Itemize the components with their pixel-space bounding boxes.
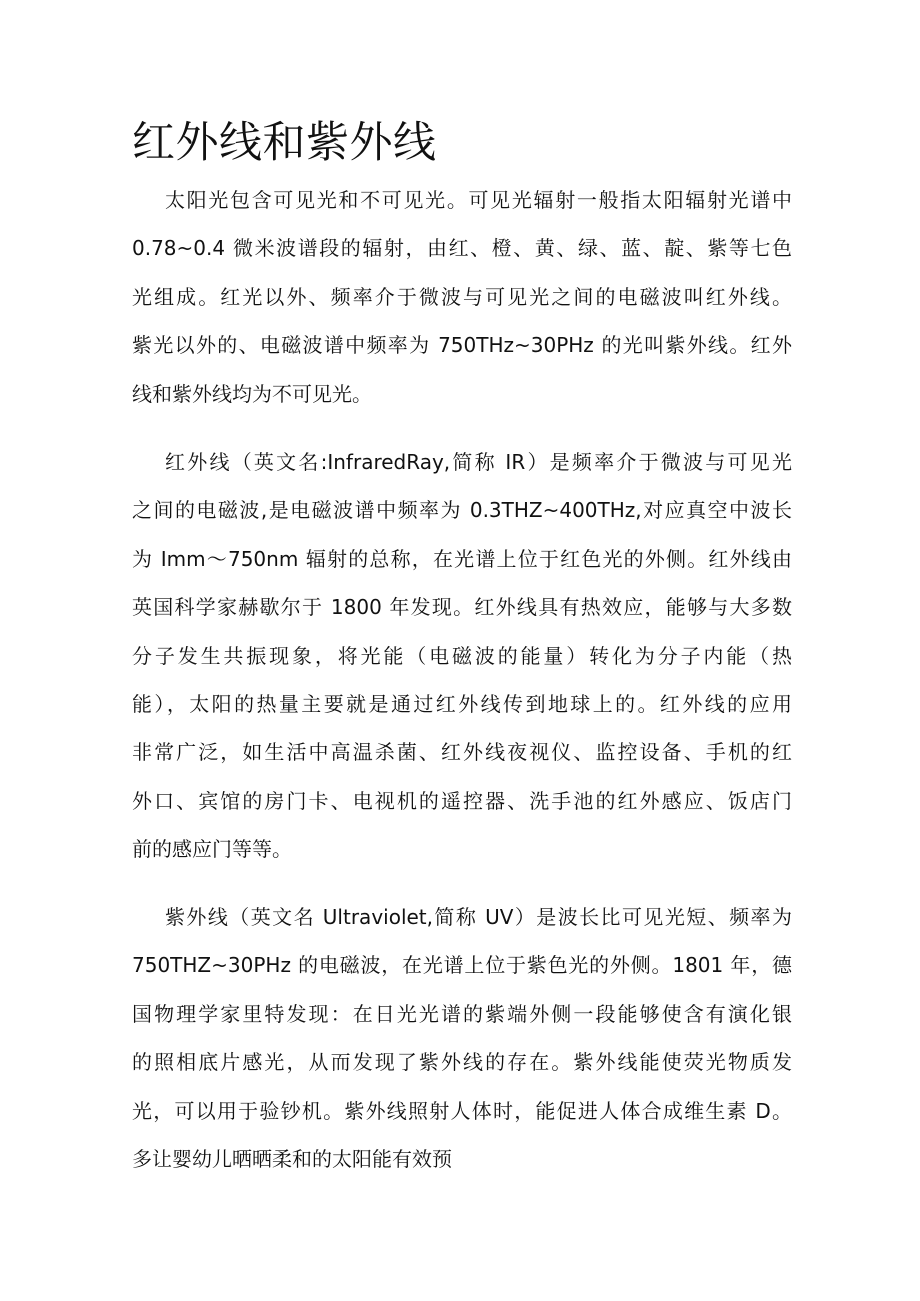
text-line: 紫外线（英文名 Ultraviolet,简称 UV）是波长比可见光短、频率为	[165, 905, 792, 929]
text-line: 750THZ~30PHz 的电磁波，在光谱上位于紫色光的外侧。1801 年，德	[132, 953, 792, 978]
text-line: 国物理学家里特发现：在日光光谱的紫端外侧一段能够使含有演化银	[132, 1001, 792, 1026]
text-line: 外口、宾馆的房门卡、电视机的遥控器、洗手池的红外感应、饭店门	[132, 788, 792, 813]
text-line: 太阳光包含可见光和不可见光。可见光辐射一般指太阳辐射光谱中	[165, 188, 792, 212]
paragraph-ultraviolet	[132, 893, 792, 1183]
text-line: 非常广泛，如生活中高温杀菌、红外线夜视仪、监控设备、手机的红	[132, 740, 792, 765]
text-line: 之间的电磁波,是电磁波谱中频率为 0.3THZ~400THz,对应真空中波长	[132, 498, 792, 523]
text-line: 紫光以外的、电磁波谱中频率为 750THz~30PHz 的光叫紫外线。红外	[132, 333, 792, 358]
page-title: 红外线和紫外线	[132, 118, 437, 168]
text-line: 0.78~0.4 微米波谱段的辐射，由红、橙、黄、绿、蓝、靛、紫等七色	[132, 236, 792, 261]
text-line: 多让婴幼儿晒晒柔和的太阳能有效预	[132, 1146, 452, 1171]
text-line: 的照相底片感光，从而发现了紫外线的存在。紫外线能使荧光物质发	[132, 1050, 792, 1075]
text-line: 前的感应门等等。	[132, 837, 292, 862]
text-line: 为 Imm～750nm 辐射的总称，在光谱上位于红色光的外侧。红外线由	[132, 546, 792, 571]
text-line: 英国科学家赫歇尔于 1800 年发现。红外线具有热效应，能够与大多数	[132, 595, 792, 620]
text-line: 红外线（英文名:InfraredRay,简称 IR）是频率介于微波与可见光	[165, 450, 792, 474]
paragraph-infrared	[132, 438, 792, 874]
text-line: 光组成。红光以外、频率介于微波与可见光之间的电磁波叫红外线。	[132, 284, 792, 309]
text-line: 光，可以用于验钞机。紫外线照射人体时，能促进人体合成维生素 D。	[132, 1098, 792, 1123]
text-line: 能），太阳的热量主要就是通过红外线传到地球上的。红外线的应用	[132, 691, 792, 716]
text-line: 线和紫外线均为不可见光。	[132, 381, 372, 406]
paragraph-sunlight	[132, 176, 792, 418]
text-line: 分子发生共振现象，将光能（电磁波的能量）转化为分子内能（热	[132, 643, 792, 668]
